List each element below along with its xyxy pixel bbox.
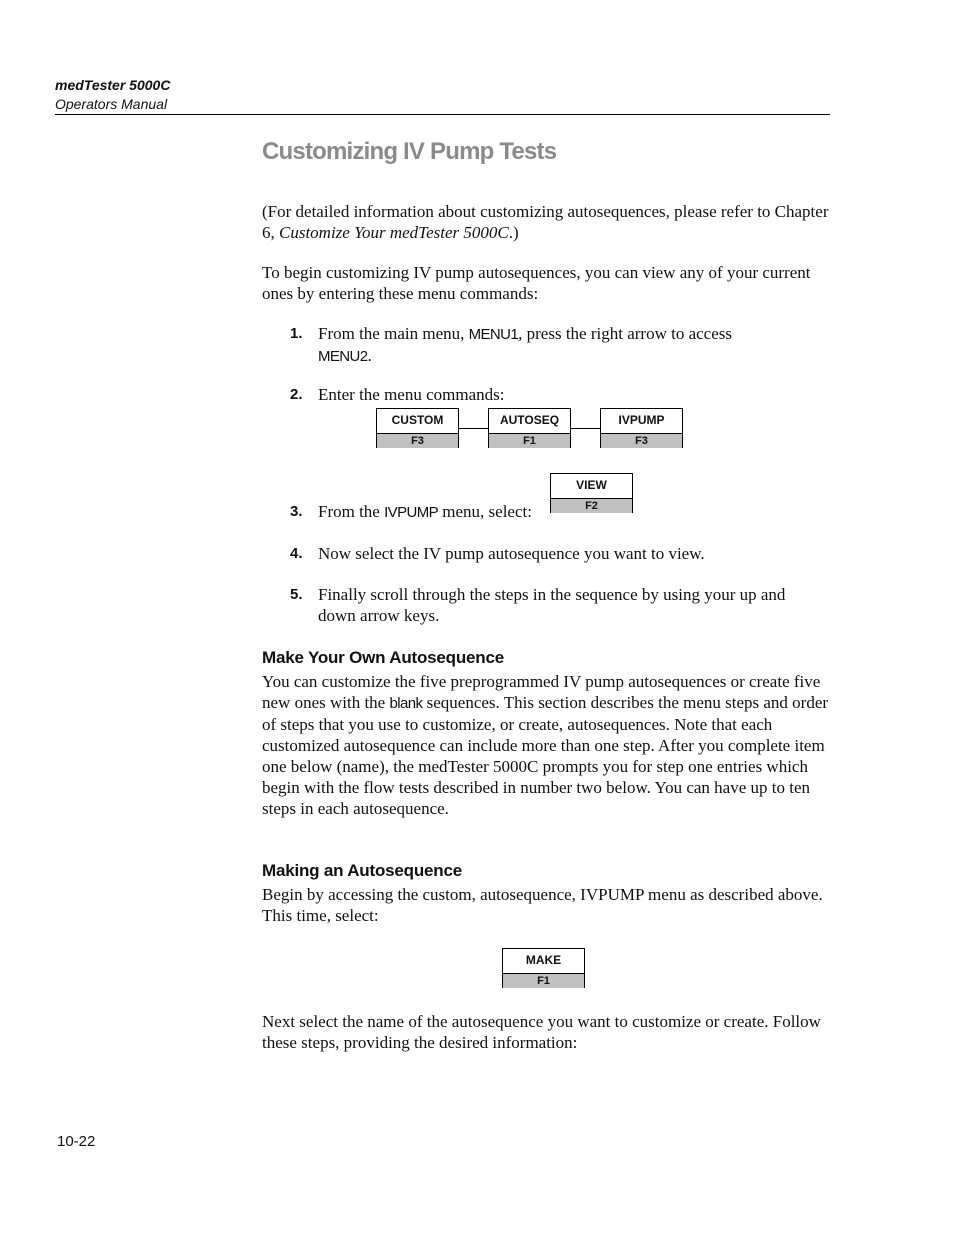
step-3-text: From the IVPUMP menu, select:: [318, 502, 532, 521]
page-number: 10-22: [57, 1133, 96, 1150]
blank-keyword: blank: [389, 695, 423, 712]
page-title: Customizing IV Pump Tests: [262, 138, 557, 165]
menu1-keyword: MENU1: [468, 326, 519, 343]
section2-paragraph-2: Next select the name of the autosequence you want to customize or create. Follow these steps, providing the desired information:: [262, 1012, 821, 1052]
ivpump-key[interactable]: IVPUMP F3: [600, 408, 683, 448]
step-number: 4.: [290, 545, 303, 562]
section-heading-making: Making an Autosequence: [262, 861, 462, 880]
chapter-reference: Customize Your medTester 5000C: [279, 223, 509, 242]
view-key[interactable]: VIEW F2: [550, 473, 633, 513]
menu-connector: [571, 428, 600, 429]
section-heading-make-own: Make Your Own Autosequence: [262, 648, 504, 667]
autoseq-key[interactable]: AUTOSEQ F1: [488, 408, 571, 448]
menu-connector: [459, 428, 488, 429]
step-number: 2.: [290, 386, 303, 403]
step-2-text: Enter the menu commands:: [318, 385, 505, 404]
step-4-text: Now select the IV pump autosequence you want to view.: [318, 544, 705, 563]
step-number: 1.: [290, 325, 303, 342]
begin-paragraph: To begin customizing IV pump autosequences, you can view any of your current ones by entering these menu commands:: [262, 263, 811, 303]
header-rule: [55, 114, 830, 115]
intro-paragraph: (For detailed information about customizing autosequences, please refer to Chapter 6, Customize Your medTester 5000C.): [262, 202, 829, 242]
step-5-text: Finally scroll through the steps in the sequence by using your up and down arrow keys.: [318, 585, 786, 625]
header-product: medTester 5000C: [55, 77, 171, 93]
make-key[interactable]: MAKE F1: [502, 948, 585, 988]
step-number: 3.: [290, 503, 303, 520]
step-1-text: From the main menu, MENU1, press the right arrow to access MENU2.: [318, 324, 732, 365]
header-manual: Operators Manual: [55, 96, 168, 112]
custom-key[interactable]: CUSTOM F3: [376, 408, 459, 448]
section2-paragraph-1: Begin by accessing the custom, autosequence, IVPUMP menu as described above. This time, select:: [262, 885, 823, 925]
step-number: 5.: [290, 586, 303, 603]
ivpump-keyword: IVPUMP: [384, 504, 439, 521]
section1-paragraph: You can customize the five preprogrammed IV pump autosequences or create five new ones with the blank sequences. This section describes the menu steps and order of steps that you use to customize, or create, autosequences. Note that each customized autosequence can include more than one step. After you complete item one below (name), the medTester 5000C prompts you for step one entries which begin with the flow tests described in number two below. You can have up to ten steps in each autosequence.: [262, 672, 829, 818]
menu2-keyword: MENU2: [318, 348, 368, 365]
